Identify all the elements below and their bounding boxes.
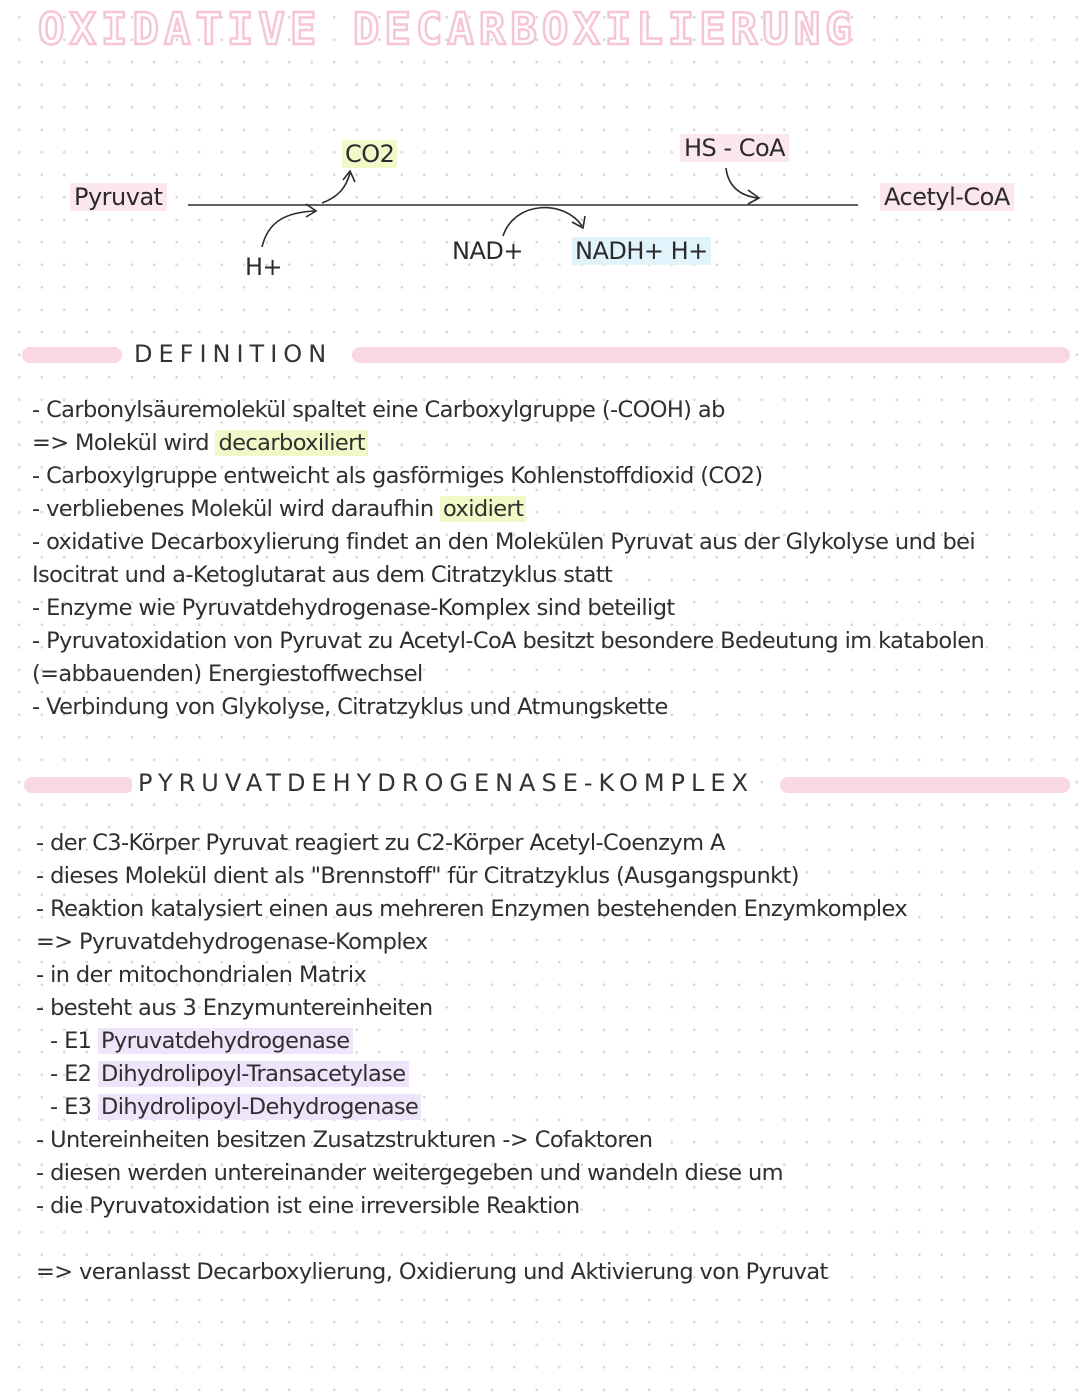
pdh-line: - diesen werden untereinander weitergegeben und wandeln diese um (36, 1160, 784, 1186)
definition-line: => Molekül wird decarboxiliert (32, 427, 984, 460)
pdh-line: - Reaktion katalysiert einen aus mehreren Enzymen bestehenden Enzymkomplex (36, 896, 908, 922)
pdh-text (32, 827, 907, 1289)
definition-line: (=abbauenden) Energiestoffwechsel (32, 661, 423, 687)
pdh-line: - in der mitochondrialen Matrix (36, 962, 367, 988)
pdh-line: - dieses Molekül dient als "Brennstoff" für Citratzyklus (Ausgangspunkt) (36, 863, 799, 889)
definition-line: - Verbindung von Glykolyse, Citratzyklus und Atmungskette (32, 694, 668, 720)
co2-label: CO2 (342, 140, 397, 168)
pdh-heading: PYRUVATDEHYDROGENASE-KOMPLEX (132, 769, 760, 797)
definition-bar-left (22, 347, 122, 363)
definition-text (32, 394, 984, 724)
definition-line: - Enzyme wie Pyruvatdehydrogenase-Komplex sind beteiligt (32, 595, 675, 621)
pdh-line: - der C3-Körper Pyruvat reagiert zu C2-Körper Acetyl-Coenzym A (36, 830, 725, 856)
nadh-label: NADH+ H+ (572, 237, 711, 265)
page-title: OXIDATIVE DECARBOXILIERUNG (38, 4, 857, 55)
definition-line: - Pyruvatoxidation von Pyruvat zu Acetyl-CoA besitzt besondere Bedeutung im katabolen (32, 628, 985, 654)
hs-coa-label: HS - CoA (680, 134, 789, 162)
definition-line: - verbliebenes Molekül wird daraufhin oxidiert (32, 493, 984, 526)
pdh-bar-left (24, 777, 134, 793)
pdh-line: - Untereinheiten besitzen Zusatzstrukturen -> Cofaktoren (36, 1127, 653, 1153)
pdh-line: - die Pyruvatoxidation ist eine irreversible Reaktion (36, 1193, 580, 1219)
definition-line: - Carboxylgruppe entweicht als gasförmiges Kohlenstoffdioxid (CO2) (32, 463, 763, 489)
highlight-e2: Dihydrolipoyl-Transacetylase (98, 1061, 409, 1087)
definition-bar-right (352, 347, 1070, 363)
h-plus-label: H+ (245, 253, 283, 281)
definition-line: Isocitrat und a-Ketoglutarat aus dem Citratzyklus statt (32, 562, 613, 588)
pdh-enzyme-line: - E2 Dihydrolipoyl-Transacetylase (32, 1058, 907, 1091)
highlight-oxidiert: oxidiert (440, 496, 526, 522)
pdh-line: => Pyruvatdehydrogenase-Komplex (36, 929, 428, 955)
nad-arc (503, 208, 582, 236)
acetyl-coa-label: Acetyl-CoA (880, 183, 1014, 211)
highlight-e1: Pyruvatdehydrogenase (98, 1028, 353, 1054)
nad-label: NAD+ (452, 237, 523, 265)
pdh-enzyme-line: - E3 Dihydrolipoyl-Dehydrogenase (32, 1091, 907, 1124)
pdh-conclusion: => veranlasst Decarboxylierung, Oxidierung und Aktivierung von Pyruvat (36, 1259, 828, 1285)
definition-line: - Carbonylsäuremolekül spaltet eine Carboxylgruppe (-COOH) ab (32, 397, 725, 423)
pdh-enzyme-line: - E1 Pyruvatdehydrogenase (32, 1025, 907, 1058)
pdh-line: - besteht aus 3 Enzymuntereinheiten (36, 995, 433, 1021)
reaction-arrows (0, 0, 1080, 300)
pyruvat-label: Pyruvat (70, 183, 167, 211)
definition-heading: DEFINITION (128, 340, 338, 368)
definition-line: - oxidative Decarboxylierung findet an den Molekülen Pyruvat aus der Glykolyse und bei (32, 529, 976, 555)
highlight-decarboxiliert: decarboxiliert (215, 430, 367, 456)
highlight-e3: Dihydrolipoyl-Dehydrogenase (98, 1094, 421, 1120)
pdh-bar-right (780, 777, 1070, 793)
